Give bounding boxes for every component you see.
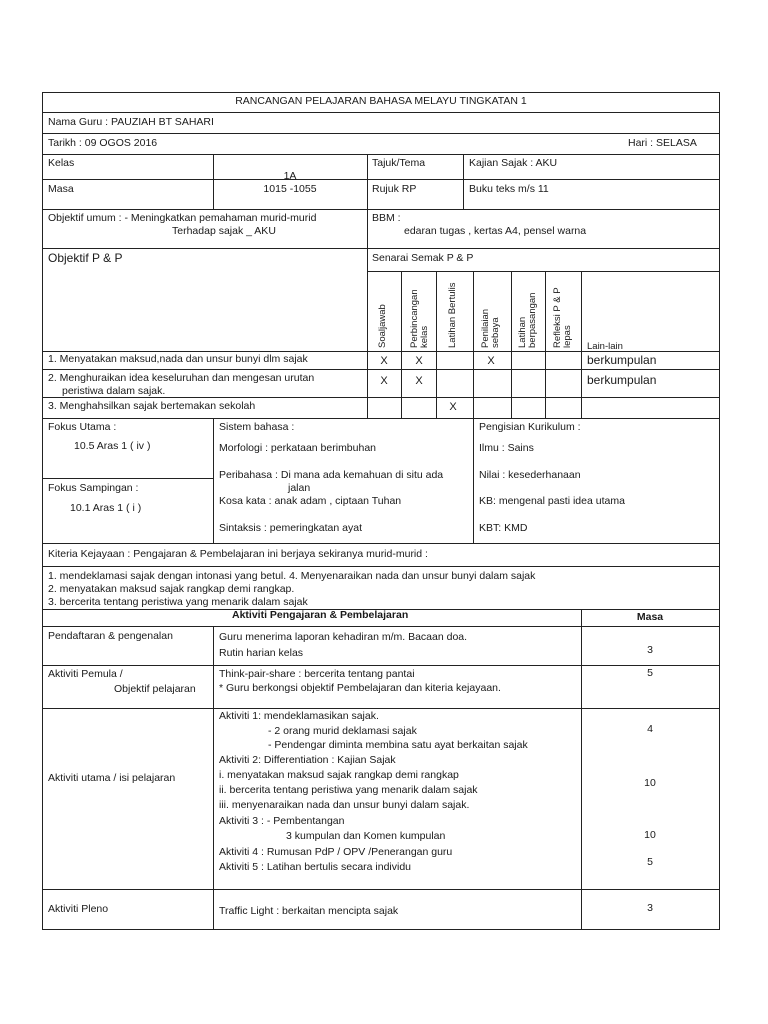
mark-r2-perbincangan: X [415,375,423,387]
pendaftaran-masa: 3 [647,644,653,656]
semak-header-refleksi: Refleksi P & P lepas [552,287,573,348]
tajuk-label: Tajuk/Tema [372,157,426,169]
nilai: Nilai : kesederhanaan [479,469,581,481]
utama-line-1: Aktiviti 1: mendeklamasikan sajak. [219,710,379,722]
utama-line-9: 3 kumpulan dan Komen kumpulan [286,830,446,842]
fokus-utama-value: 10.5 Aras 1 ( iv ) [74,440,151,452]
objektif-umum: Objektif umum : - Meningkatkan pemahaman murid-murid [48,212,317,224]
utama-line-11: Aktiviti 5 : Latihan bertulis secara individu [219,861,412,873]
mark-r1-penilaian: X [487,355,495,367]
bbm-label: BBM : [372,212,401,224]
masa-label: Masa [48,183,74,195]
pendaftaran-line-2: Rutin harian kelas [219,647,304,659]
mark-r1-soaljawab: X [380,355,388,367]
pendaftaran-line-1: Guru menerima laporan kehadiran m/m. Bacaan doa. [219,631,468,643]
pendaftaran-label: Pendaftaran & pengenalan [48,630,173,642]
objective-row-2-cont: peristiwa dalam sajak. [62,385,166,397]
semak-header-penilaian: Penilaian sebaya [480,308,501,348]
utama-masa-3: 10 [644,829,656,841]
masa-header: Masa [636,611,664,623]
senarai-semak-heading: Senarai Semak P & P [372,252,474,264]
objektif-umum-2: Terhadap sajak _ AKU [172,225,276,237]
bbm-value: edaran tugas , kertas A4, pensel warna [404,225,587,237]
kbt: KBT: KMD [479,522,528,534]
utama-line-2: - 2 orang murid deklamasi sajak [268,725,417,737]
pleno-line: Traffic Light : berkaitan mencipta sajak [219,905,399,917]
fokus-sampingan-label: Fokus Sampingan : [48,482,139,494]
objective-row-2: 2. Menghuraikan idea keseluruhan dan mengesan urutan [48,372,315,384]
semak-header-soaljawab: Soaljawab [377,304,388,348]
utama-line-3: - Pendengar diminta membina satu ayat berkaitan sajak [268,739,528,751]
pemula-label: Aktiviti Pemula / [48,668,123,680]
pengisian-label: Pengisian Kurikulum : [479,421,581,433]
pemula-masa: 5 [647,667,653,679]
semak-header-perbincangan: Perbincangan kelas [409,289,430,348]
sistem-bahasa-label: Sistem bahasa : [219,421,295,433]
pleno-label: Aktiviti Pleno [48,903,109,915]
page-title: RANCANGAN PELAJARAN BAHASA MELAYU TINGKATAN 1 [235,95,527,107]
ilmu: Ilmu : Sains [479,442,534,454]
kelas-value: 1A [283,170,297,182]
aktiviti-header: Aktiviti Pengajaran & Pembelajaran [232,609,409,621]
nama-guru: Nama Guru : PAUZIAH BT SAHARI [48,116,214,128]
utama-line-10: Aktiviti 4 : Rumusan PdP / OPV /Penerangan guru [219,846,453,858]
utama-line-7: iii. menyenaraikan nada dan unsur bunyi dalam sajak. [219,799,470,811]
buku-teks: Buku teks m/s 11 [469,183,549,195]
utama-masa-2: 10 [644,777,656,789]
utama-line-6: ii. bercerita tentang peristiwa yang menarik dalam sajak [219,784,478,796]
semak-header-latihan-bertulis: Latihan Bertulis [447,282,458,348]
sintaksis: Sintaksis : pemeringkatan ayat [219,522,362,534]
peribahasa-cont: jalan [288,482,311,494]
morfologi: Morfologi : perkataan berimbuhan [219,442,377,454]
kiteria-item-2: 2. menyatakan maksud sajak rangkap demi rangkap. [48,583,295,595]
pemula-line-1: Think-pair-share : bercerita tentang pantai [219,668,415,680]
pemula-label-2: Objektif pelajaran [114,683,196,695]
utama-line-5: i. menyatakan maksud sajak rangkap demi rangkap [219,769,459,781]
kelas-label: Kelas [48,157,75,169]
semak-header-latihan-berpasangan: Latihan berpasangan [517,292,538,348]
lain-r2: berkumpulan [587,373,657,387]
utama-masa-4: 5 [647,856,653,868]
hari: Hari : SELASA [628,137,697,149]
pleno-masa: 3 [647,902,653,914]
mark-r1-perbincangan: X [415,355,423,367]
objektif-pp-heading: Objektif P & P [48,251,123,265]
peribahasa: Peribahasa : Di mana ada kemahuan di situ ada [219,469,444,481]
objective-row-3: 3. Menghahsilkan sajak bertemakan sekolah [48,400,256,412]
kajian-sajak: Kajian Sajak : AKU [469,157,558,169]
pemula-line-2: * Guru berkongsi objektif Pembelajaran dan kiteria kejayaan. [219,682,501,694]
kosa-kata: Kosa kata : anak adam , ciptaan Tuhan [219,495,402,507]
masa-value: 1015 -1055 [263,183,317,195]
kiteria-kejayaan: Kiteria Kejayaan : Pengajaran & Pembelajaran ini berjaya sekiranya murid-murid : [48,548,428,560]
lain-r1: berkumpulan [587,353,657,367]
kiteria-item-1: 1. mendeklamasi sajak dengan intonasi yang betul. 4. Menyenaraikan nada dan unsur bunyi dalam sajak [48,570,536,582]
fokus-utama-label: Fokus Utama : [48,421,117,433]
utama-line-4: Aktiviti 2: Differentiation : Kajian Sajak [219,754,396,766]
mark-r2-soaljawab: X [380,375,388,387]
mark-r3-latihan-bertulis: X [449,401,457,413]
lain-lain-header: Lain-lain [587,341,623,352]
utama-line-8: Aktiviti 3 : - Pembentangan [219,815,345,827]
rujuk: Rujuk RP [372,183,417,195]
utama-label: Aktiviti utama / isi pelajaran [48,772,176,784]
utama-masa-1: 4 [647,723,653,735]
tarikh: Tarikh : 09 OGOS 2016 [48,137,158,149]
kiteria-item-3: 3. bercerita tentang peristiwa yang menarik dalam sajak [48,596,308,608]
fokus-sampingan-value: 10.1 Aras 1 ( i ) [70,502,142,514]
kb: KB: mengenal pasti idea utama [479,495,625,507]
objective-row-1: 1. Menyatakan maksud,nada dan unsur bunyi dlm sajak [48,353,308,365]
